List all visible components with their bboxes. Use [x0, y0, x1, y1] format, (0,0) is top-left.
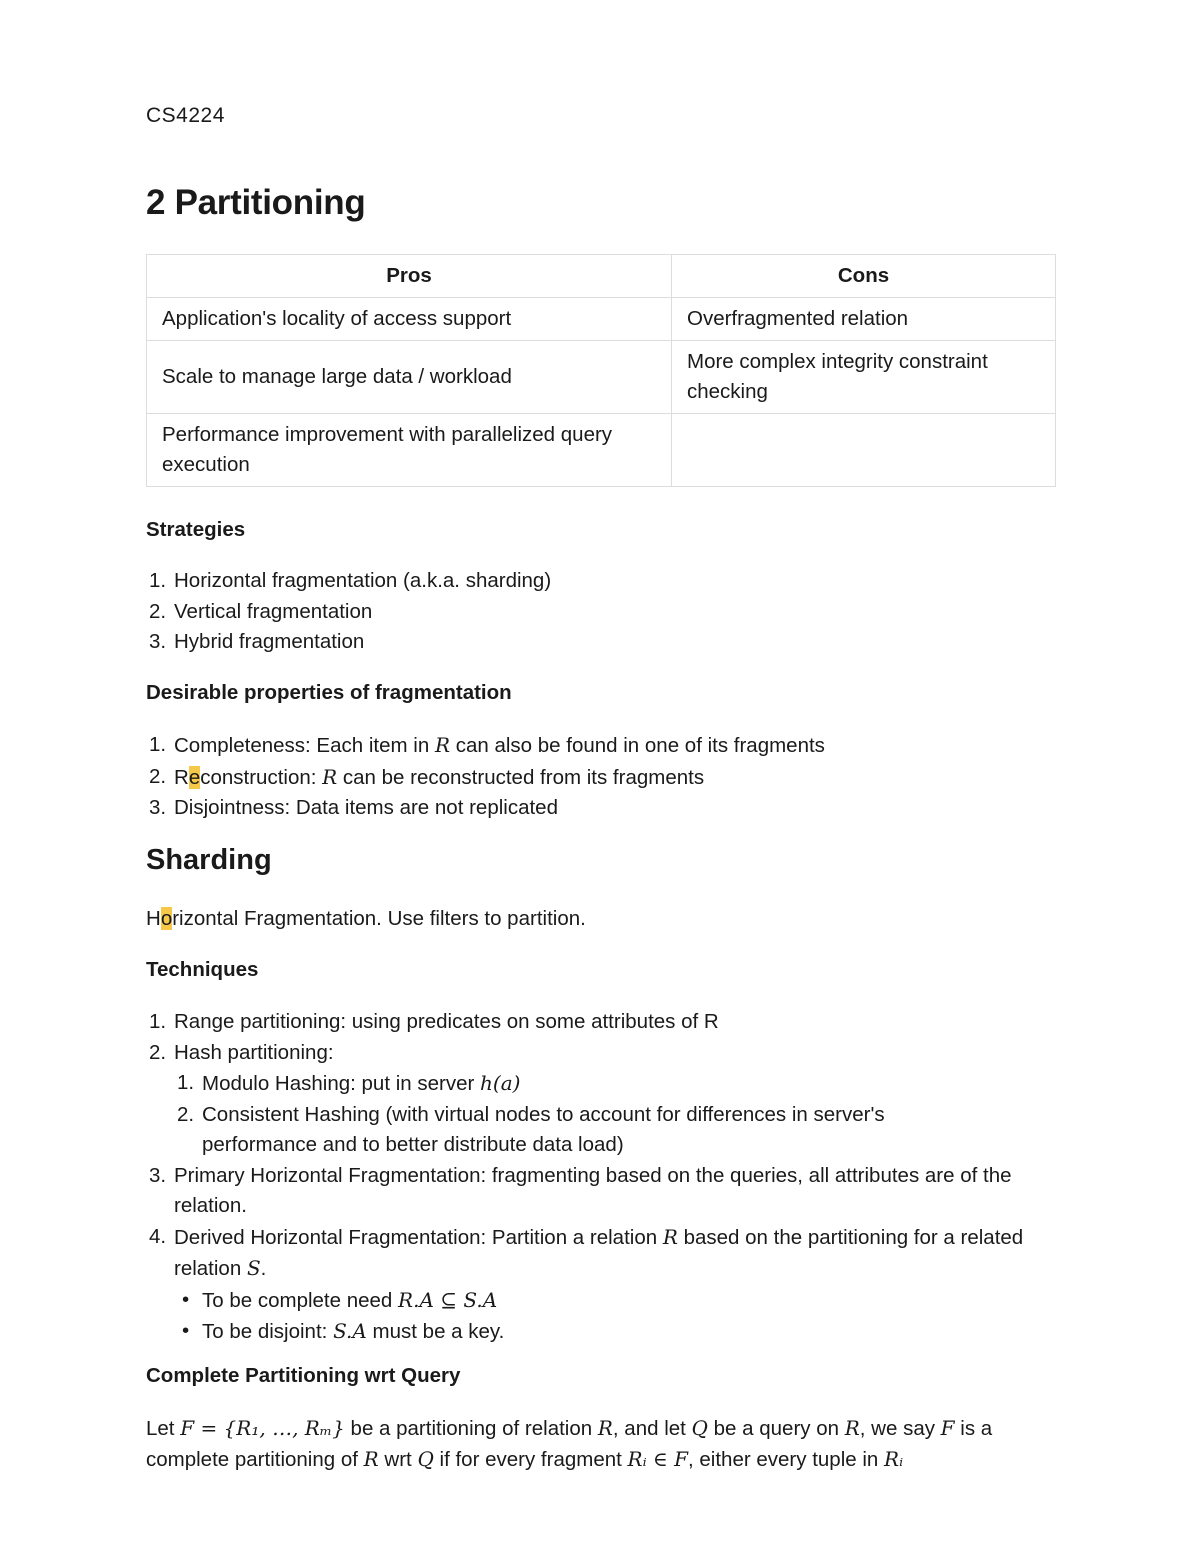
techniques-heading: Techniques: [146, 958, 259, 981]
list-item: 4. Derived Horizontal Fragmentation: Partition a relation R based on the partitioning for a related relation S. • To be complete need R.A ⊆ S.A • To be disjoint: S.A must be a key.: [146, 1222, 1056, 1348]
table-cell-pro: Scale to manage large data / workload: [147, 341, 672, 414]
techniques-list: [146, 1007, 1056, 1348]
table-cell-con: Overfragmented relation: [672, 298, 1056, 341]
table-cell-con: More complex integrity constraint checking: [672, 341, 1056, 414]
table-cell-con: [672, 414, 1056, 487]
hash-sublist: [174, 1068, 1056, 1161]
list-item: 3. Primary Horizontal Fragmentation: fragmenting based on the queries, all attributes are of the relation.: [149, 1163, 1012, 1217]
math-symbol: R: [322, 764, 338, 789]
strategies-list: [146, 566, 551, 658]
list-item: 1. Range partitioning: using predicates on some attributes of R: [149, 1010, 719, 1033]
list-item: 1. Modulo Hashing: put in server h(a): [177, 1071, 521, 1095]
list-item: • To be complete need R.A ⊆ S.A: [182, 1287, 498, 1312]
derived-sublist: [174, 1285, 1036, 1348]
list-item: 2. Hash partitioning: 1. Modulo Hashing: put in server h(a) 2. Consistent Hashing (with virtual nodes to account for differences in server's performance and to better distribute data load): [146, 1038, 1056, 1161]
math-symbol: R.A ⊆ S.A: [398, 1287, 498, 1312]
math-symbol: R: [662, 1224, 678, 1249]
text-highlight: o: [160, 907, 173, 930]
list-item: 2. Reconstruction: R can be reconstructed from its fragments: [149, 764, 705, 789]
complete-partitioning-heading: Complete Partitioning wrt Query: [146, 1364, 461, 1387]
course-code: CS4224: [146, 104, 225, 127]
list-item: • To be disjoint: S.A must be a key.: [182, 1319, 505, 1343]
list-item: 1. Horizontal fragmentation (a.k.a. sharding): [149, 569, 552, 592]
sharding-intro: Horizontal Fragmentation. Use filters to partition.: [146, 907, 586, 930]
list-item: 3. Disjointness: Data items are not replicated: [149, 796, 558, 819]
list-item: 2. Vertical fragmentation: [149, 599, 373, 623]
table-row: [147, 341, 1056, 414]
table-cell-pro: Performance improvement with parallelized query execution: [147, 414, 672, 487]
table-cell-pro: Application's locality of access support: [147, 298, 672, 341]
list-item: 1. Completeness: Each item in R can also be found in one of its fragments: [149, 733, 825, 757]
list-item: 3. Hybrid fragmentation: [149, 630, 365, 653]
math-symbol: R: [434, 733, 450, 757]
strategies-heading: Strategies: [146, 518, 246, 541]
table-header-cons: Cons: [672, 255, 1056, 298]
math-symbol: S.A: [333, 1319, 367, 1343]
math-symbol: h(a): [480, 1071, 521, 1095]
table-row: [147, 298, 1056, 341]
table-row: [147, 414, 1056, 487]
sharding-heading: Sharding: [146, 844, 272, 876]
text-highlight: e: [188, 765, 201, 789]
section-title: 2 Partitioning: [146, 183, 366, 222]
list-item: 2. Consistent Hashing (with virtual nodes to account for differences in server's performance and to better distribute data load): [177, 1102, 885, 1156]
properties-list: [146, 730, 825, 824]
properties-heading: Desirable properties of fragmentation: [146, 681, 512, 704]
table-header-row: [147, 255, 1056, 298]
pros-cons-table: [146, 254, 1056, 487]
table-header-pros: Pros: [147, 255, 672, 298]
math-symbol: S: [246, 1256, 261, 1280]
complete-partitioning-paragraph: Let F = {R₁, …, Rₘ} be a partitioning of relation R, and let Q be a query on R, we say F is a complete partitioning of R wrt Q if for every fragment Rᵢ ∈ F, either every tuple in Rᵢ: [146, 1416, 993, 1471]
